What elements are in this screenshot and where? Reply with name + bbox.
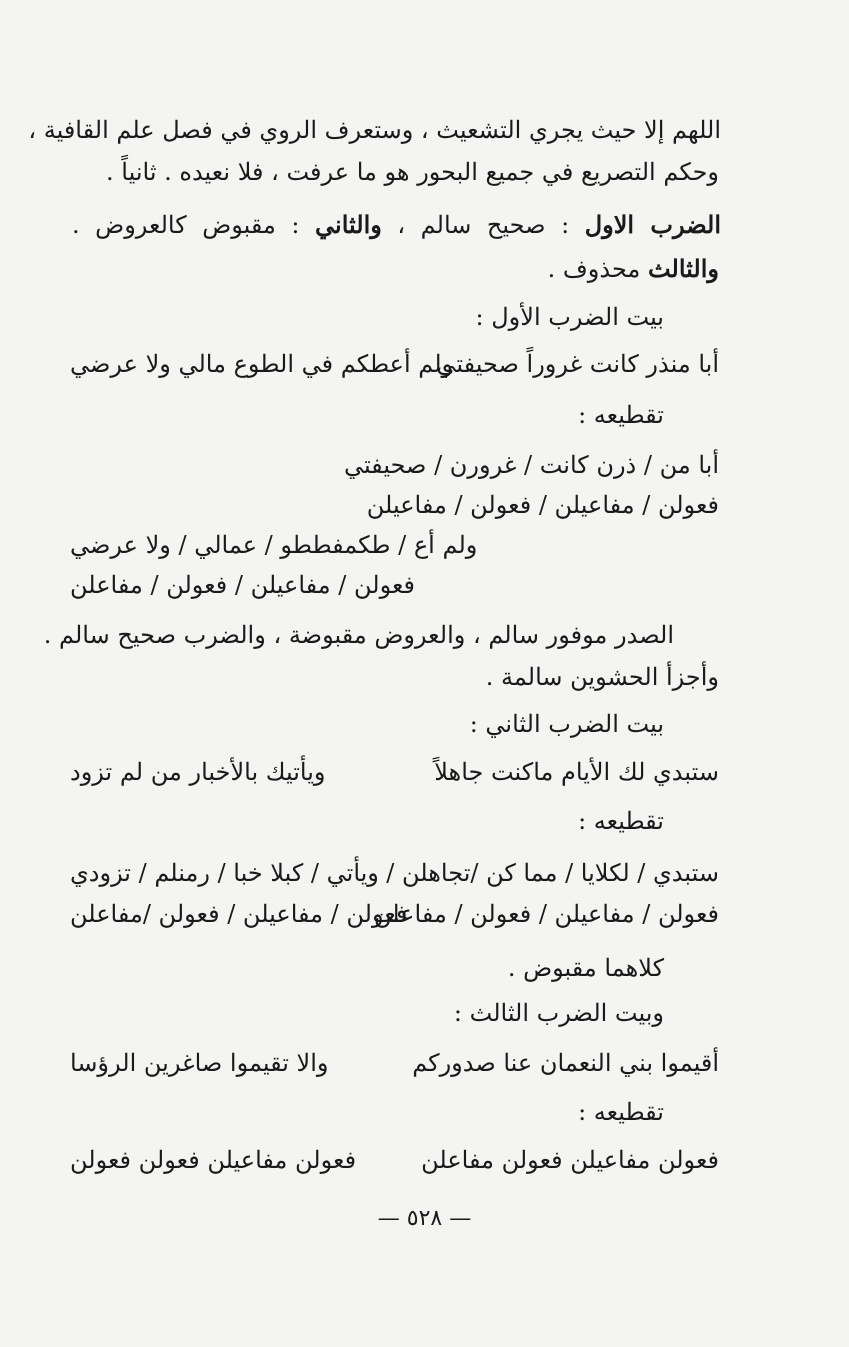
- section1-note-1: الصدر موفور سالم ، والعروض مقبوضة ، والضرب صحيح سالم .: [43, 621, 674, 649]
- section1-verse-second-half: ولم أعطكم في الطوع مالي ولا عرضي: [70, 350, 454, 378]
- section1-taqti-label: تقطيعه :: [578, 401, 664, 429]
- section2-note: كلاهما مقبوض .: [507, 954, 664, 982]
- section1-note-2: وأجزأ الحشوين سالمة .: [485, 663, 719, 691]
- section1-verse-first-half: أبا منذر كانت غروراً صحيفتي: [436, 350, 719, 378]
- section2-scansion-2-first: فعولن / مفاعيلن / فعولن / مفاعلن: [373, 900, 719, 928]
- darb-line-2: [70, 252, 719, 286]
- section1-scansion-2: فعولن / مفاعيلن / فعولن / مفاعيلن: [366, 491, 719, 519]
- section1-title: بيت الضرب الأول :: [475, 303, 664, 331]
- section2-scansion-2-second: فعولن / مفاعيلن / فعولن /مفاعلن: [70, 900, 408, 928]
- section1-scansion-1: أبا من / ذرن كانت / غرورن / صحيفتي: [343, 451, 719, 479]
- intro-line-1: اللهم إلا حيث يجري التشعيث ، وستعرف الروي في فصل علم القافية ،: [28, 116, 721, 144]
- section3-scansion-first: فعولن مفاعيلن فعولن مفاعلن: [421, 1146, 719, 1174]
- section2-verse-second-half: ويأتيك بالأخبار من لم تزود: [70, 758, 326, 786]
- section3-taqti-label: تقطيعه :: [578, 1098, 664, 1126]
- page-number: — ٥٢٨ —: [377, 1206, 472, 1231]
- section3-verse-second-half: والا تقيموا صاغرين الرؤسا: [70, 1049, 329, 1077]
- section3-verse-first-half: أقيموا بني النعمان عنا صدوركم: [412, 1049, 719, 1077]
- section1-scansion-3: ولم أع / طكمفططو / عمالي / ولا عرضي: [70, 531, 478, 559]
- section2-taqti-label: تقطيعه :: [578, 807, 664, 835]
- darb-second-desc: : مقبوض كالعروض .: [72, 211, 316, 239]
- section3-title: وبيت الضرب الثالث :: [453, 999, 664, 1027]
- darb-first-label: الضرب الاول: [584, 210, 722, 239]
- section2-scansion-1-first: ستبدي / لكلايا / مما كن /تجاهلن /: [386, 859, 719, 887]
- section3-scansion-second: فعولن مفاعيلن فعولن فعولن: [70, 1146, 357, 1174]
- section2-title: بيت الضرب الثاني :: [469, 710, 664, 738]
- darb-third-desc: محذوف .: [547, 255, 648, 283]
- darb-second-label: والثاني: [315, 210, 382, 239]
- section2-scansion-1-second: ويأتي / كبلا خبا / رمنلم / تزودي: [70, 859, 379, 887]
- section2-verse-first-half: ستبدي لك الأيام ماكنت جاهلاً: [434, 758, 719, 786]
- darb-first-desc: : صحيح سالم ،: [381, 211, 585, 239]
- darb-line-1: [72, 208, 721, 242]
- intro-line-2: وحكم التصريع في جميع البحور هو ما عرفت ، فلا نعيده . ثانياً .: [106, 158, 719, 186]
- darb-third-label: والثالث: [647, 254, 719, 283]
- section1-scansion-4: فعولن / مفاعيلن / فعولن / مفاعلن: [70, 571, 416, 599]
